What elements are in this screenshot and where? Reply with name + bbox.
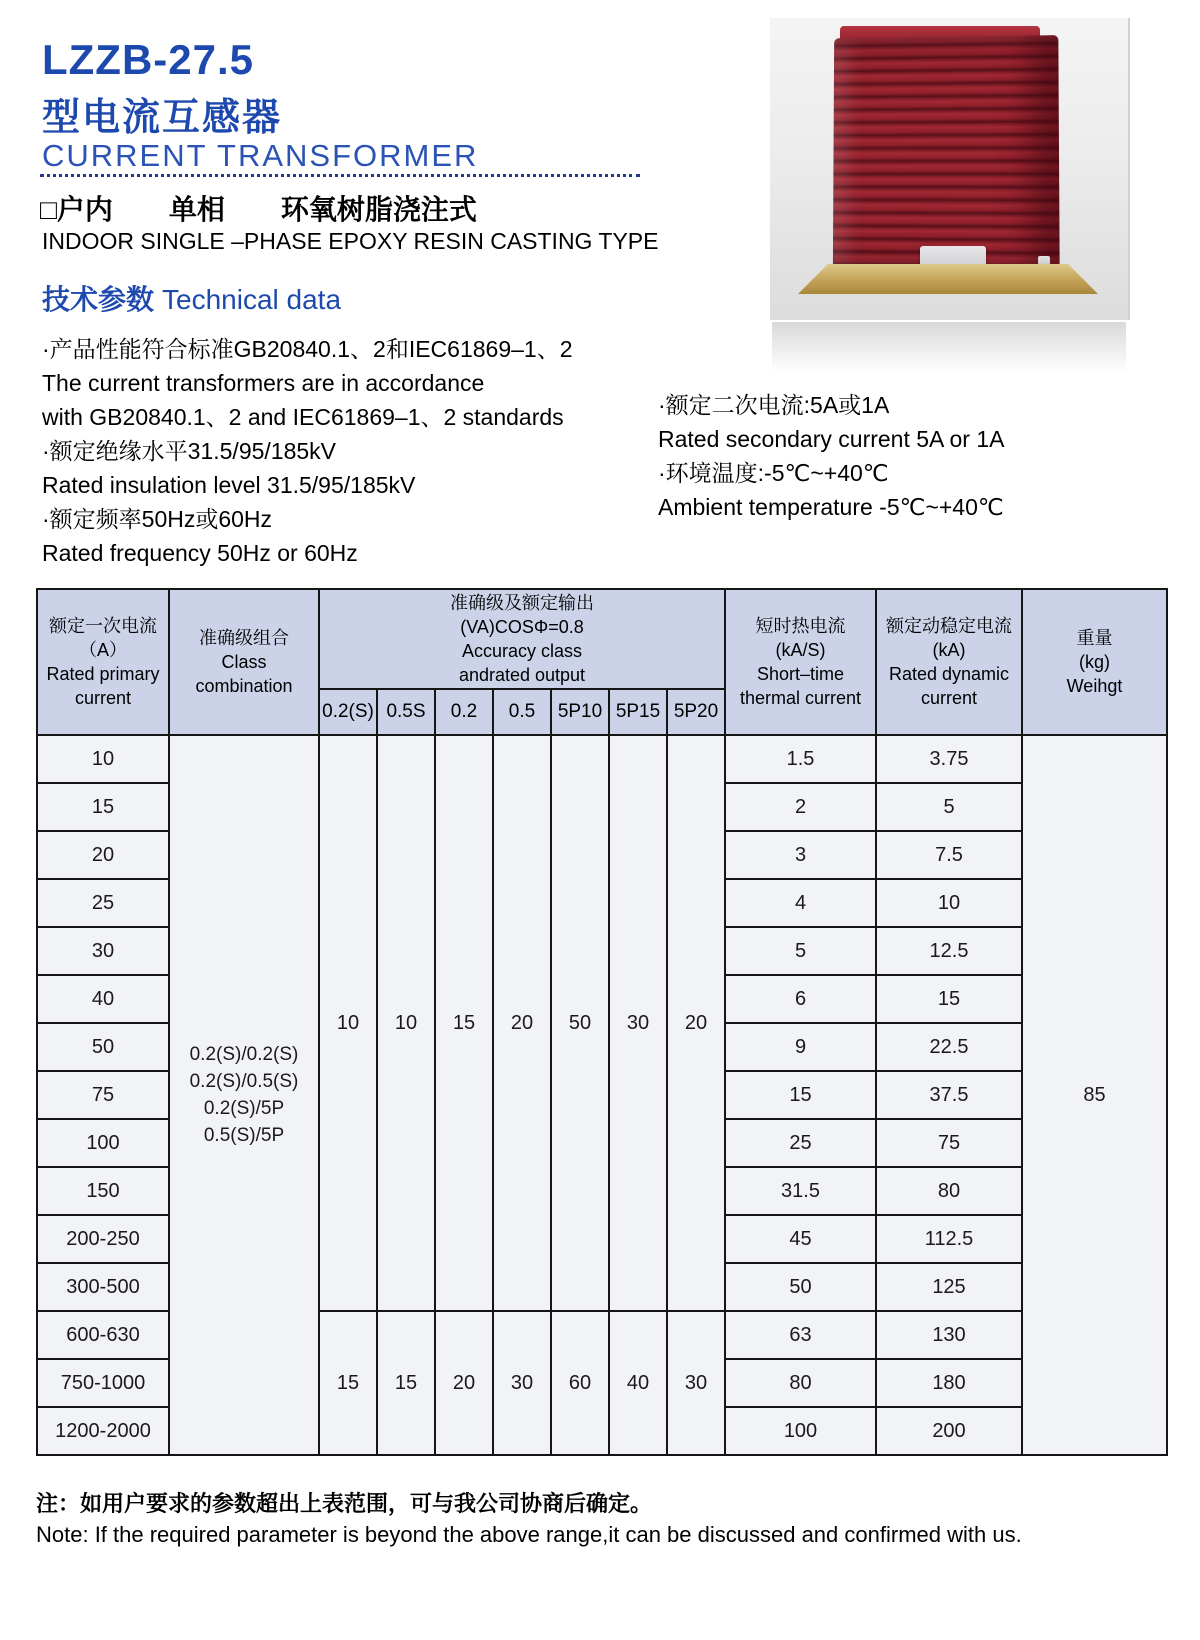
subcol-5p10: 5P10 (551, 689, 609, 735)
thermal-cell: 3 (725, 831, 876, 879)
dynamic-cell: 7.5 (876, 831, 1022, 879)
col-header-class-combination: 准确级组合 Class combination (169, 589, 319, 735)
subcol-5p15: 5P15 (609, 689, 667, 735)
footer-note-en: Note: If the required parameter is beyond the above range,it can be discussed and confirmed with us. (36, 1522, 1022, 1547)
accuracy-cell: 50 (551, 735, 609, 1311)
spec-line: ·产品性能符合标准GB20840.1、2和IEC61869–1、2 (42, 336, 573, 362)
col-header-rated-primary-current: 额定一次电流 （A） Rated primary current (37, 589, 169, 735)
model-number: LZZB-27.5 (42, 36, 255, 83)
photo-shadow (772, 322, 1126, 372)
primary-current-cell: 150 (37, 1167, 169, 1215)
technical-data-table-wrap (36, 588, 1168, 1456)
dynamic-cell: 125 (876, 1263, 1022, 1311)
primary-current-cell: 200-250 (37, 1215, 169, 1263)
spec-line: ·额定二次电流:5A或1A (658, 392, 890, 418)
primary-current-cell: 100 (37, 1119, 169, 1167)
accuracy-cell: 30 (667, 1311, 725, 1455)
accuracy-cell: 20 (435, 1311, 493, 1455)
col-header-rated-dynamic: 额定动稳定电流 (kA) Rated dynamic current (876, 589, 1022, 735)
primary-current-cell: 300-500 (37, 1263, 169, 1311)
product-title-cn: 型电流互感器 (42, 97, 283, 139)
dynamic-cell: 22.5 (876, 1023, 1022, 1071)
dynamic-cell: 5 (876, 783, 1022, 831)
dynamic-cell: 80 (876, 1167, 1022, 1215)
footer-note (36, 1488, 1022, 1550)
accuracy-cell: 10 (377, 735, 435, 1311)
product-photo (770, 18, 1130, 320)
spec-line: ·环境温度:-5℃~+40℃ (658, 460, 889, 486)
transformer-fins (833, 35, 1060, 270)
spec-line: The current transformers are in accordance (42, 370, 485, 396)
primary-current-cell: 15 (37, 783, 169, 831)
spec-line: ·额定频率50Hz或60Hz (42, 506, 273, 532)
spec-line: Rated secondary current 5A or 1A (658, 426, 1005, 452)
primary-current-cell: 750-1000 (37, 1359, 169, 1407)
base-plate (798, 264, 1098, 294)
primary-current-cell: 50 (37, 1023, 169, 1071)
accuracy-cell: 40 (609, 1311, 667, 1455)
section-heading-cn: 技术参数 (42, 284, 155, 315)
thermal-cell: 5 (725, 927, 876, 975)
class-combination-cell: 0.2(S)/0.2(S) 0.2(S)/0.5(S) 0.2(S)/5P 0.5(S)/5P (169, 735, 319, 1455)
weight-cell: 85 (1022, 735, 1167, 1455)
spec-line: with GB20840.1、2 and IEC61869–1、2 standards (42, 404, 564, 430)
primary-current-cell: 10 (37, 735, 169, 783)
product-type-en: INDOOR SINGLE –PHASE EPOXY RESIN CASTING TYPE (42, 228, 659, 254)
thermal-cell: 63 (725, 1311, 876, 1359)
accuracy-cell: 60 (551, 1311, 609, 1455)
dynamic-cell: 3.75 (876, 735, 1022, 783)
col-header-weight: 重量 (kg) Weihgt (1022, 589, 1167, 735)
thermal-cell: 80 (725, 1359, 876, 1407)
table-row (37, 735, 1167, 783)
accuracy-cell: 10 (319, 735, 377, 1311)
primary-current-cell: 30 (37, 927, 169, 975)
accuracy-cell: 15 (377, 1311, 435, 1455)
thermal-cell: 25 (725, 1119, 876, 1167)
primary-current-cell: 600-630 (37, 1311, 169, 1359)
spec-line: Ambient temperature -5℃~+40℃ (658, 494, 1004, 520)
accuracy-cell: 15 (435, 735, 493, 1311)
spec-line: Rated frequency 50Hz or 60Hz (42, 540, 358, 566)
section-heading-en: Technical data (162, 284, 342, 315)
thermal-cell: 100 (725, 1407, 876, 1455)
thermal-cell: 45 (725, 1215, 876, 1263)
specs-right-list (658, 388, 1004, 524)
dynamic-cell: 180 (876, 1359, 1022, 1407)
thermal-cell: 31.5 (725, 1167, 876, 1215)
thermal-cell: 15 (725, 1071, 876, 1119)
dynamic-cell: 200 (876, 1407, 1022, 1455)
product-type-cn: □户内 单相 环氧树脂浇注式 (40, 194, 477, 225)
subcol-5p20: 5P20 (667, 689, 725, 735)
col-header-accuracy-group: 准确级及额定输出 (VA)COSΦ=0.8 Accuracy class andrated output (319, 589, 725, 689)
dynamic-cell: 15 (876, 975, 1022, 1023)
primary-current-cell: 20 (37, 831, 169, 879)
section-heading (42, 278, 341, 318)
dynamic-cell: 75 (876, 1119, 1022, 1167)
dynamic-cell: 37.5 (876, 1071, 1022, 1119)
thermal-cell: 50 (725, 1263, 876, 1311)
accuracy-cell: 30 (609, 735, 667, 1311)
dynamic-cell: 130 (876, 1311, 1022, 1359)
accuracy-cell: 20 (493, 735, 551, 1311)
thermal-cell: 2 (725, 783, 876, 831)
subcol-0-5: 0.5 (493, 689, 551, 735)
footer-note-cn: 注：如用户要求的参数超出上表范围，可与我公司协商后确定。 (36, 1491, 653, 1516)
spec-line: Rated insulation level 31.5/95/185kV (42, 472, 416, 498)
dynamic-cell: 112.5 (876, 1215, 1022, 1263)
dynamic-cell: 12.5 (876, 927, 1022, 975)
subcol-0-5s: 0.5S (377, 689, 435, 735)
subcol-0-2: 0.2 (435, 689, 493, 735)
col-header-short-time-thermal: 短时热电流 (kA/S) Short–time thermal current (725, 589, 876, 735)
accuracy-cell: 20 (667, 735, 725, 1311)
dynamic-cell: 10 (876, 879, 1022, 927)
subcol-0-2s: 0.2(S) (319, 689, 377, 735)
technical-data-table (36, 588, 1168, 1456)
thermal-cell: 9 (725, 1023, 876, 1071)
product-title-en: CURRENT TRANSFORMER (42, 138, 479, 173)
primary-current-cell: 1200-2000 (37, 1407, 169, 1455)
primary-current-cell: 25 (37, 879, 169, 927)
spec-line: ·额定绝缘水平31.5/95/185kV (42, 438, 337, 464)
accuracy-cell: 15 (319, 1311, 377, 1455)
accuracy-cell: 30 (493, 1311, 551, 1455)
thermal-cell: 1.5 (725, 735, 876, 783)
specs-left-list (42, 332, 573, 570)
primary-current-cell: 40 (37, 975, 169, 1023)
primary-current-cell: 75 (37, 1071, 169, 1119)
dotted-divider (40, 160, 640, 177)
thermal-cell: 4 (725, 879, 876, 927)
thermal-cell: 6 (725, 975, 876, 1023)
